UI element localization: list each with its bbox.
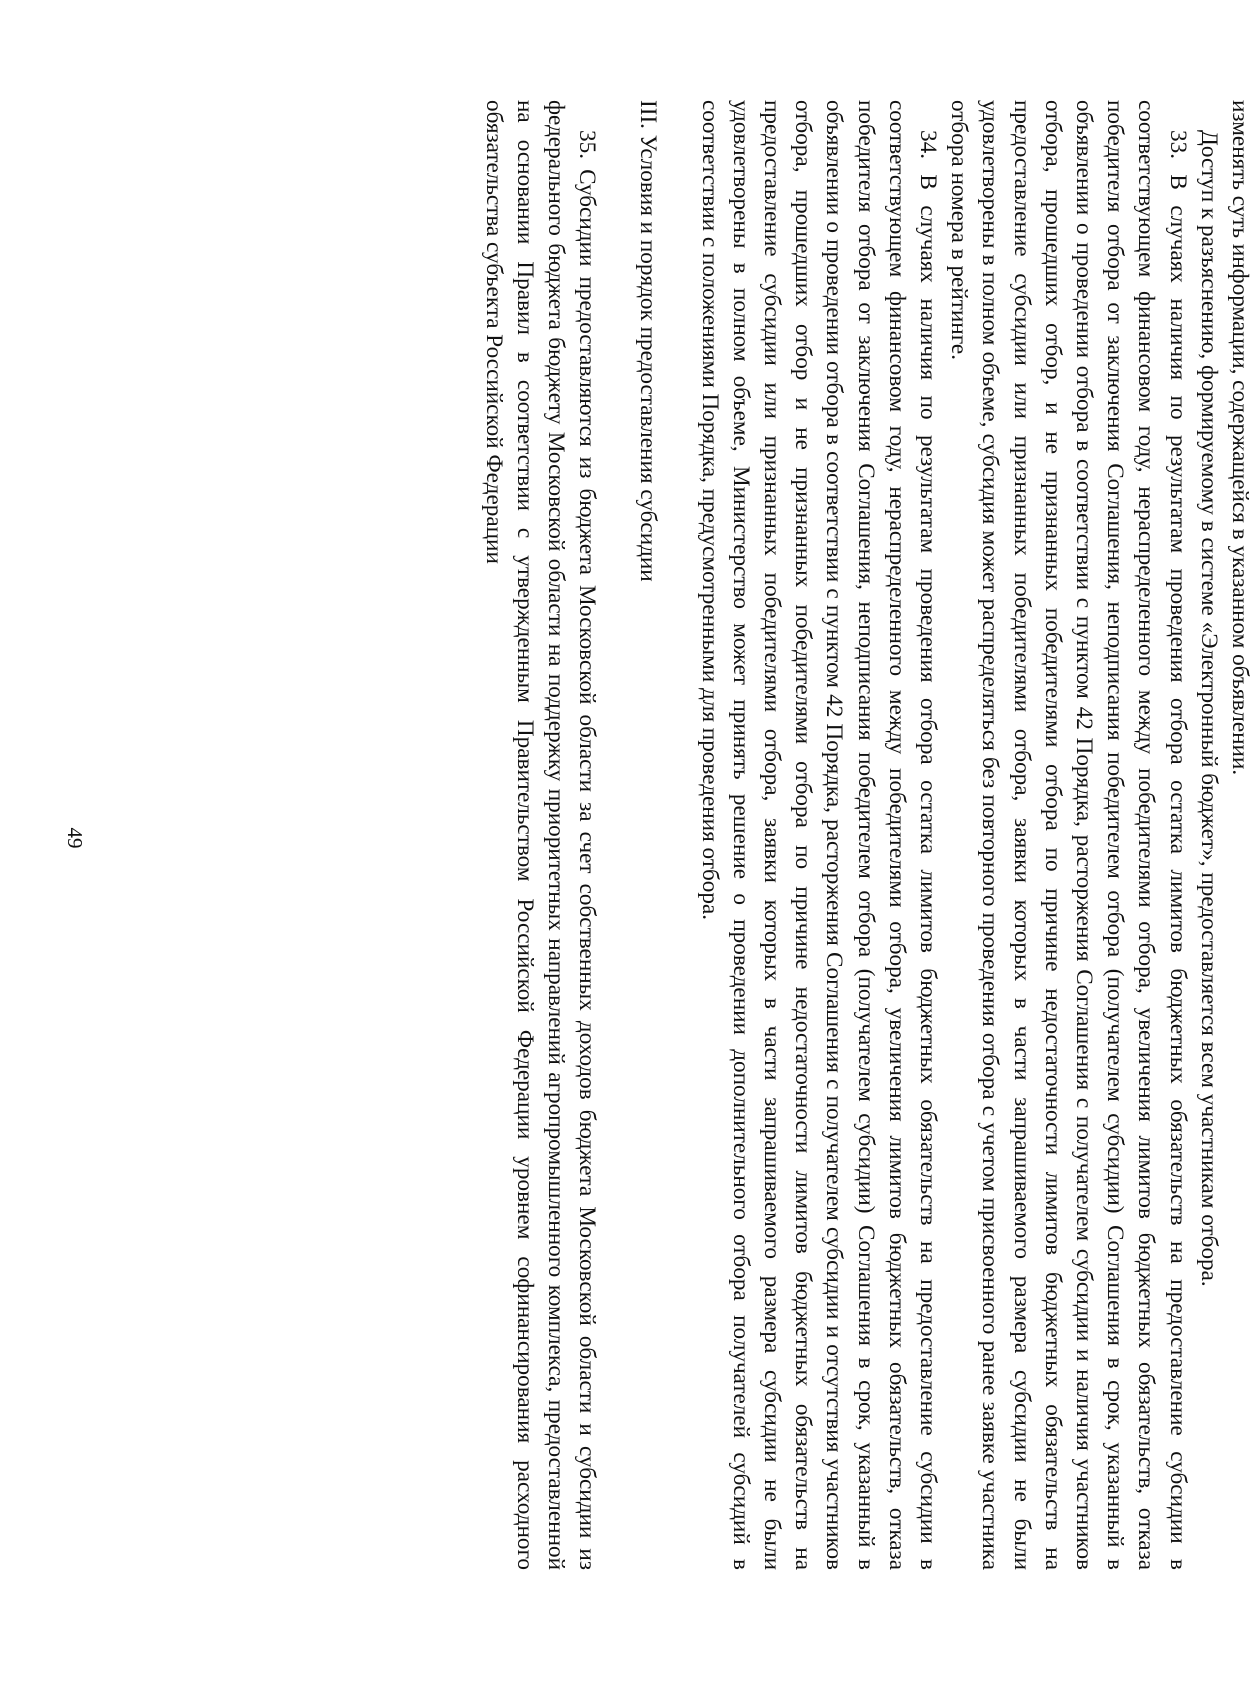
page-number: 49: [63, 827, 88, 849]
paragraph-35: 35. Субсидии предоставляются из бюджета Московской области за счет собственных доходов бюджета Московской области и субсидии из федерального бюджета бюджету Московской области на поддержку приоритетных направлений агропромышленного комплекса, предоставленной на основании Правил в соответствии с утвержденным Правительством Российской Федерации уровнем софинансирования расходного обязательства субъекта Российской Федерации: [480, 100, 601, 1570]
document-body: [255, 100, 1255, 1570]
paragraph-33: 33. В случаях наличия по результатам проведения отбора остатка лимитов бюджетных обязательств на предоставление субсидии в соответствующем финансовом году, нераспределенного между победителями отбора, увеличения лимитов бюджетных обязательств, отказа победителя отбора от заключения Соглашения, неподписания победителем отбора (получателем субсидии) Соглашения в срок, указанный в объявлении о проведении отбора в соответствии с пунктом 42 Порядка, расторжения Соглашения с получателем субсидии и наличия участников отбора, прошедших отбор, и не признанных победителями отбора по причине недостаточности лимитов бюджетных обязательств на предоставление субсидии или признанных победителями отбора, заявки которых в части запрашиваемого размера субсидии не были удовлетворены в полном объеме, субсидия может распределяться без повторного проведения отбора с учетом присвоенного ранее заявке участника отбора номера в рейтинге.: [946, 100, 1191, 1570]
paragraph-continuation: изменять суть информации, содержащейся в указанном объявлении.: [1227, 100, 1253, 776]
paragraph-access-clarification: Доступ к разъяснению, формируемому в системе «Электронный бюджет», предоставляется всем участникам отбора.: [1195, 130, 1222, 1287]
paragraph-34: 34. В случаях наличия по результатам проведения отбора остатка лимитов бюджетных обязательств на предоставление субсидии в соответствующем финансовом году, нераспределенного между победителями отбора, увеличения лимитов бюджетных обязательств, отказа победителя отбора от заключения Соглашения, неподписания победителем отбора (получателем субсидии) Соглашения в срок, указанный в объявлении о проведении отбора в соответствии с пунктом 42 Порядка, расторжения Соглашения с получателем субсидии и отсутствия участников отбора, прошедших отбор и не признанных победителями отбора по причине недостаточности лимитов бюджетных обязательств на предоставление субсидии или признанных победителями отбора, заявки которых в части запрашиваемого размера субсидии не были удовлетворены в полном объеме, Министерство может принять решение о проведении дополнительного отбора получателей субсидий в соответствии с положениями Порядка, предусмотренными для проведения отбора.: [696, 100, 941, 1570]
section-title: III. Условия и порядок предоставления субсидии: [635, 100, 662, 582]
